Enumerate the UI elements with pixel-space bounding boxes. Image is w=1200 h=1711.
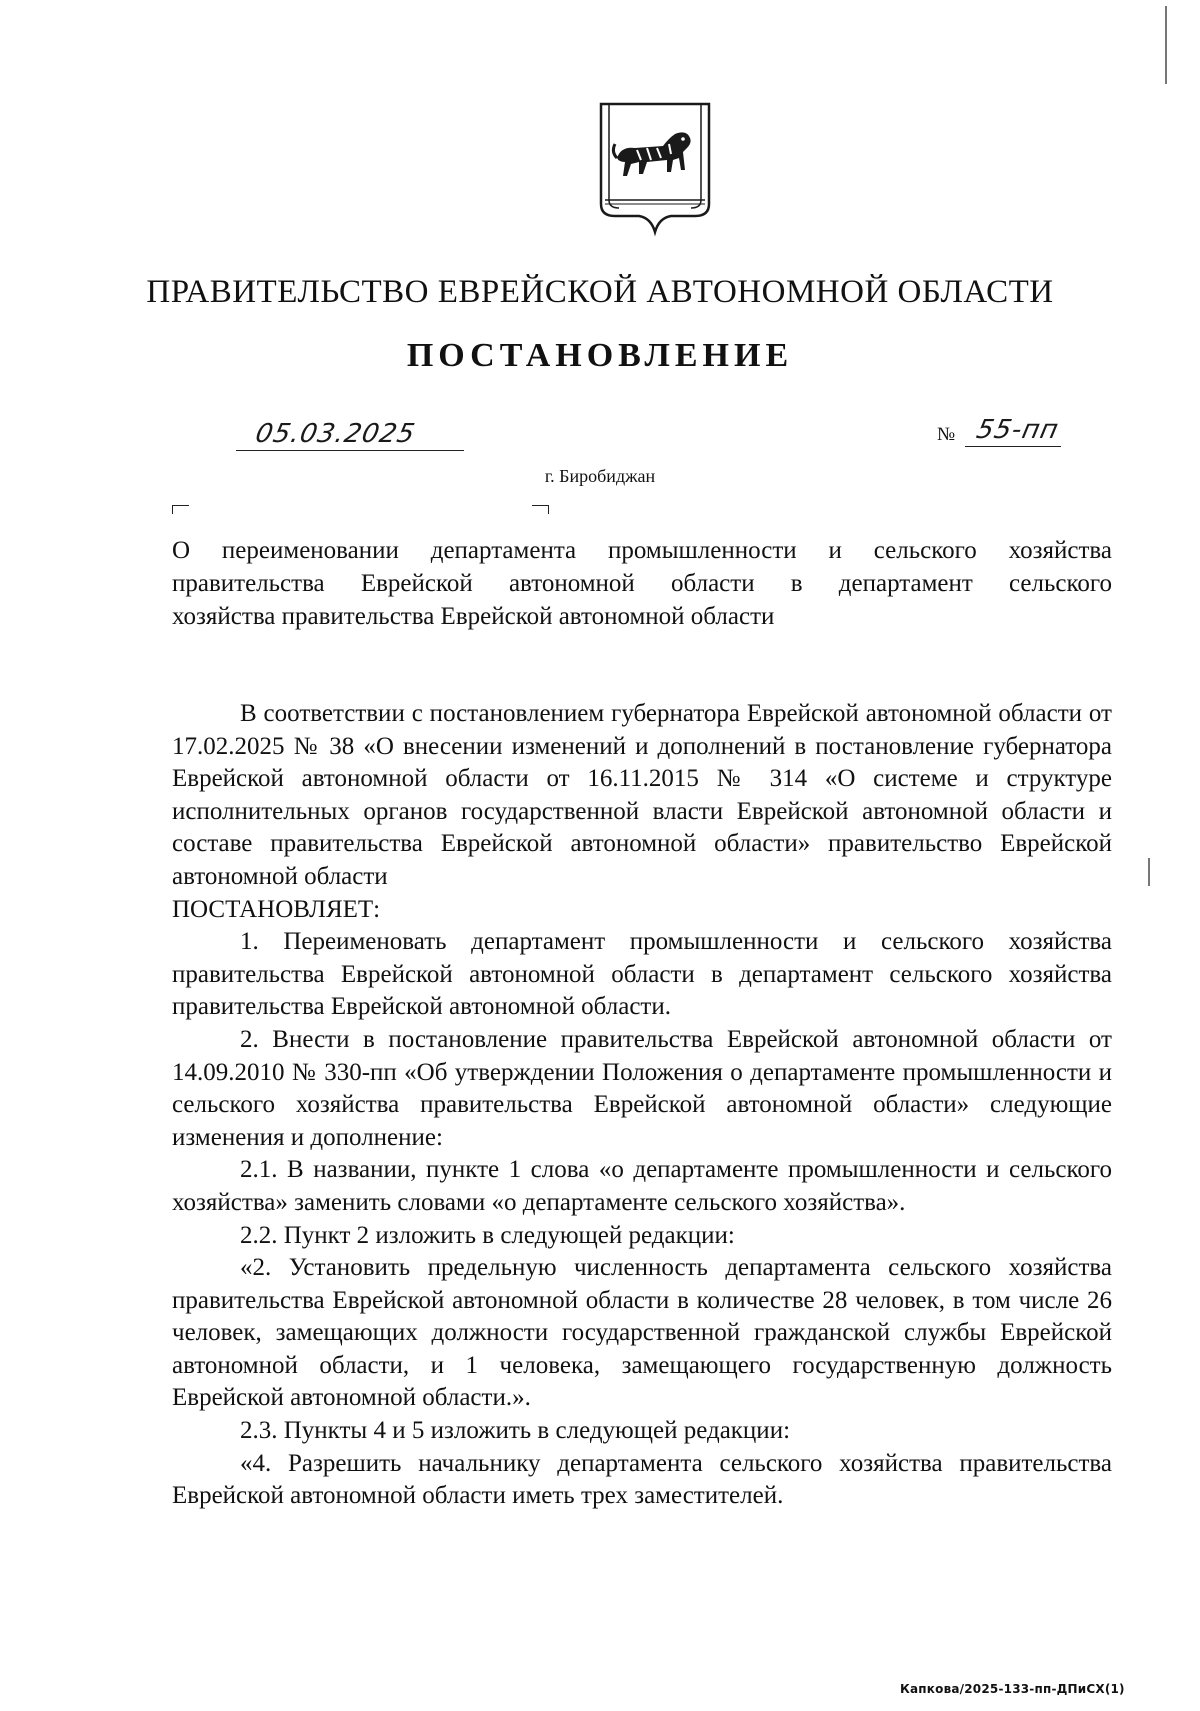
number-field	[965, 410, 1061, 447]
city-name: г. Биробиджан	[544, 466, 656, 486]
document-body	[172, 698, 1112, 1513]
handwritten-date: 05.03.2025	[252, 419, 419, 449]
document-type: ПОСТАНОВЛЕНИЕ	[406, 337, 794, 374]
scan-edge-mark	[1165, 6, 1167, 84]
subject-line: хозяйства правительства Еврейской автономной области	[172, 603, 775, 630]
subject-line: правительства Еврейской автономной области в департамент сельского	[172, 570, 1112, 597]
subject-line: О переименовании департамента промышленности и сельского хозяйства	[172, 537, 1112, 564]
item-2-3-text: «4. Разрешить начальнику департамента сельского хозяйства правительства Еврейской автономной области иметь трех заместителей.	[172, 1449, 1112, 1510]
scan-edge-mark	[1148, 858, 1150, 886]
item-2-2: 2.2. Пункт 2 изложить в следующей редакции:	[240, 1221, 735, 1249]
subject-bracket-left	[172, 505, 189, 514]
subject-heading	[172, 534, 1112, 633]
preamble-paragraph: В соответствии с постановлением губернатора Еврейской автономной области от 17.02.2025 № 38 «О внесении изменений и дополнений в постановление губернатора Еврейской автономной области от 16.11.2015 № 314 «О системе и структуре исполнительных органов государственной власти Еврейской автономной области и составе правительства Еврейской автономной области» правительство Еврейской автономной области	[172, 700, 1112, 890]
decree-word: ПОСТАНОВЛЯЕТ:	[172, 895, 381, 923]
item-2: 2. Внести в постановление правительства Еврейской автономной области от 14.09.2010 № 330-пп «Об утверждении Положения о департаменте промышленности и сельского хозяйства правительства Еврейской автономной области» следующие изменения и дополнение:	[172, 1025, 1112, 1151]
item-2-1: 2.1. В названии, пункте 1 слова «о департаменте промышленности и сельского хозяйства» заменить словами «о департаменте сельского хозяйства».	[172, 1156, 1112, 1216]
item-1: 1. Переименовать департамент промышленности и сельского хозяйства правительства Еврейской автономной области в департамент сельского хозяйства правительства Еврейской автономной области.	[172, 928, 1112, 1021]
footer-reference: Капкова/2025-133-пп-ДПиСХ(1)	[900, 1682, 1125, 1696]
government-name: ПРАВИТЕЛЬСТВО ЕВРЕЙСКОЙ АВТОНОМНОЙ ОБЛАСТИ	[146, 274, 1054, 310]
number-label: №	[937, 424, 956, 445]
item-2-3: 2.3. Пункты 4 и 5 изложить в следующей редакции:	[240, 1417, 791, 1445]
coat-of-arms-emblem	[597, 100, 713, 238]
subject-bracket-right	[532, 505, 549, 514]
date-field	[236, 414, 464, 451]
item-2-2-text: «2. Установить предельную численность департамента сельского хозяйства правительства Еврейской автономной области в количестве 28 человек, в том числе 26 человек, замещающих должности государственной гражданской службы Еврейской автономной области, и 1 человека, замещающего государственную должность Еврейской автономной области.».	[172, 1254, 1112, 1412]
handwritten-number: 55-пп	[973, 415, 1062, 445]
